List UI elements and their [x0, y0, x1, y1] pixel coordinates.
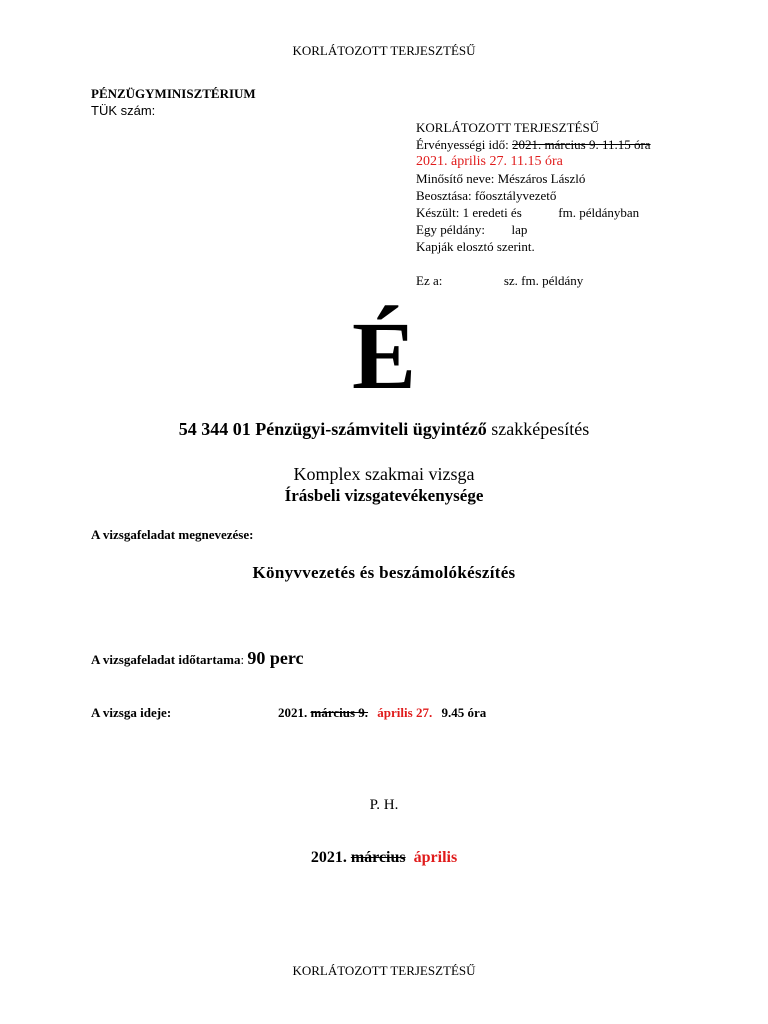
document-date — [0, 849, 768, 867]
copy-number-suffix: sz. fm. példány — [503, 273, 584, 288]
classifier-position: Beosztása: főosztályvezető — [416, 188, 557, 203]
exam-date-label: A vizsga ideje: — [91, 705, 172, 720]
exam-date-new: április 27. — [377, 705, 433, 720]
validity-new: 2021. április 27. 11.15 óra — [416, 154, 563, 169]
duration-value: 90 perc — [247, 648, 304, 668]
exam-date-time: 9.45 óra — [441, 705, 487, 720]
qualification-code: 54 344 01 Pénzügyi-számviteli ügyintéző — [178, 419, 487, 439]
exam-type: Komplex szakmai vizsga — [293, 464, 475, 484]
classifier-name: Minősítő neve: Mészáros László — [416, 171, 586, 186]
document-date-year: 2021. — [310, 849, 347, 866]
exam-letter: É — [351, 302, 417, 409]
copies-made-prefix: Készült: 1 eredeti és — [416, 205, 522, 220]
exam-date-old: március 9. — [310, 705, 369, 720]
duration-colon: : — [240, 652, 245, 667]
exam-part: Írásbeli vizsgatevékenysége — [284, 486, 484, 505]
footer-classification: KORLÁTOZOTT TERJESZTÉSŰ — [292, 963, 476, 978]
document-date-old: március — [350, 849, 406, 866]
validity-line — [416, 136, 651, 153]
qualification-title — [0, 419, 768, 440]
task-name: Könyvvezetés és beszámolókészítés — [252, 563, 516, 582]
validity-label: Érvényességi idő: — [416, 137, 509, 152]
tuk-number-label: TÜK szám: — [91, 103, 156, 118]
exam-date — [278, 705, 486, 721]
task-name-label: A vizsgafeladat megnevezése: — [91, 527, 254, 542]
document-date-new: április — [413, 849, 458, 866]
copy-pages-label: Egy példány: — [416, 222, 485, 237]
copy-number — [416, 272, 583, 289]
ministry-name: PÉNZÜGYMINISZTÉRIUM — [91, 86, 256, 101]
copy-pages — [416, 221, 527, 238]
right-classification: KORLÁTOZOTT TERJESZTÉSŰ — [416, 120, 600, 135]
copy-pages-suffix: lap — [511, 222, 528, 237]
qualification-suffix: szakképesítés — [486, 419, 590, 439]
duration-label: A vizsgafeladat időtartama — [91, 652, 241, 667]
task-duration — [91, 648, 304, 669]
copies-made-suffix: fm. példányban — [558, 205, 640, 220]
header-classification: KORLÁTOZOTT TERJESZTÉSŰ — [292, 43, 476, 58]
copy-number-label: Ez a: — [416, 273, 443, 288]
stamp-placeholder: P. H. — [369, 797, 399, 813]
copies-made — [416, 204, 639, 221]
distribution-note: Kapják elosztó szerint. — [416, 239, 535, 254]
exam-date-year: 2021. — [278, 705, 308, 720]
validity-old: 2021. március 9. 11.15 óra — [512, 137, 651, 152]
